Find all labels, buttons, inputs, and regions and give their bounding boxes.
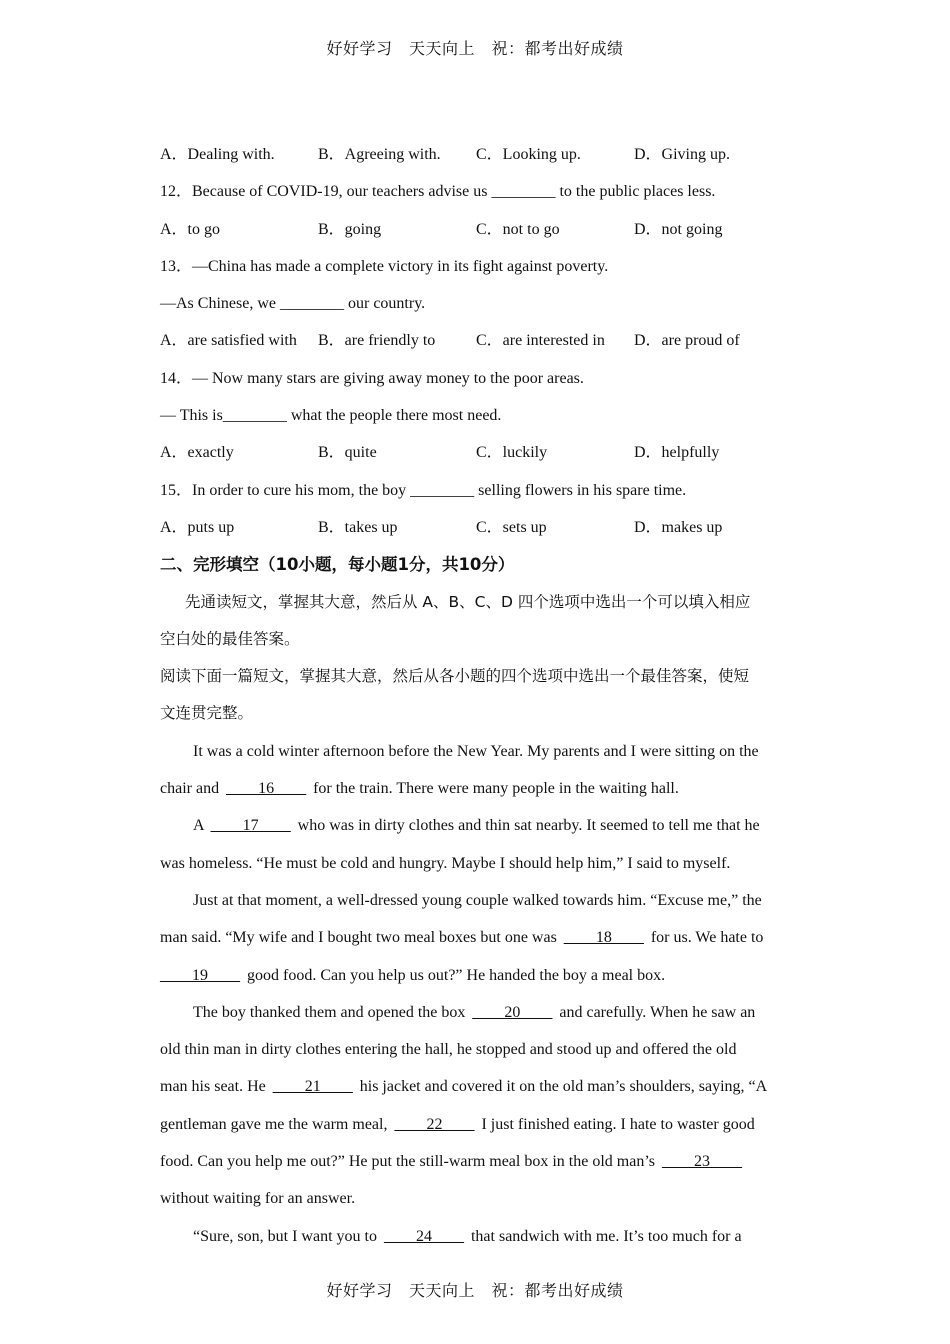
- q12-option-c: C．not to go: [476, 220, 560, 238]
- passage-p3-line2: [160, 919, 792, 956]
- passage-p1-line1: It was a cold winter afternoon before the New Year. My parents and I were sitting on the: [193, 742, 759, 760]
- passage-text: A: [193, 817, 208, 835]
- blank-16: ____16____: [226, 780, 307, 798]
- passage-p2-line2: was homeless. “He must be cold and hungry. Maybe I should help him,” I said to myself.: [160, 854, 731, 872]
- blank-24: ____24____: [383, 1227, 464, 1245]
- page-header: 好好学习 天天向上 祝：都考出好成绩: [326, 39, 624, 58]
- q15-options: [160, 509, 792, 546]
- passage-text: man said. “My wife and I bought two meal boxes but one was: [160, 929, 561, 947]
- passage-p4-line5: [160, 1143, 792, 1180]
- q14-option-a: A．exactly: [160, 444, 234, 462]
- q13-option-c: C．are interested in: [476, 332, 605, 350]
- passage-text: gentleman gave me the warm meal,: [160, 1115, 392, 1133]
- blank-23: ____23____: [662, 1153, 743, 1171]
- passage-text: man his seat. He: [160, 1078, 270, 1096]
- q13-option-b: B．are friendly to: [318, 332, 436, 350]
- passage-p4-line1: [160, 994, 792, 1031]
- q14-options: [160, 434, 792, 471]
- q13-option-a: A．are satisfied with: [160, 332, 297, 350]
- instructions-1b: 空白处的最佳答案。: [160, 629, 300, 648]
- q13-stem-2: —As Chinese, we ________ our country.: [160, 295, 426, 313]
- passage-p1-line2: [160, 770, 792, 807]
- q11-option-c: C．Looking up.: [476, 146, 581, 163]
- q12-option-d: D．not going: [634, 220, 723, 238]
- passage-text: for us. We hate to: [646, 929, 764, 947]
- blank-19: ____19____: [160, 966, 240, 984]
- passage-text: I just finished eating. I hate to waster good: [477, 1115, 755, 1133]
- blank-21: ____21____: [272, 1078, 353, 1096]
- passage-text: good food. Can you help us out?” He handed the boy a meal box.: [243, 966, 666, 984]
- passage-text: that sandwich with me. It’s too much for a: [466, 1227, 742, 1245]
- q12-stem: 12．Because of COVID-19, our teachers advise us ________ to the public places less.: [160, 183, 716, 201]
- passage-p4-line2: old thin man in dirty clothes entering the hall, he stopped and stood up and offered the old: [160, 1041, 737, 1059]
- q15-option-a: A．puts up: [160, 518, 235, 536]
- passage-p4-line4: [160, 1106, 792, 1143]
- blank-17: ____17____: [210, 817, 291, 835]
- q14-option-b: B．quite: [318, 444, 377, 462]
- q12-option-b: B．going: [318, 220, 382, 238]
- q12-option-a: A．to go: [160, 220, 221, 238]
- q15-option-b: B．takes up: [318, 518, 398, 536]
- document-body: [160, 136, 792, 1255]
- passage-text: for the train. There were many people in the waiting hall.: [309, 780, 679, 798]
- page-footer: 好好学习 天天向上 祝：都考出好成绩: [326, 1281, 624, 1300]
- passage-text: his jacket and covered it on the old man’s shoulders, saying, “A: [355, 1078, 768, 1096]
- q11-option-b: B．Agreeing with.: [318, 146, 441, 163]
- q14-stem-1: 14．— Now many stars are giving away money to the poor areas.: [160, 369, 584, 387]
- instructions-2b: 文连贯完整。: [160, 704, 254, 723]
- passage-text: and carefully. When he saw an: [555, 1003, 756, 1021]
- q11-options: [160, 136, 792, 173]
- passage-text: food. Can you help me out?” He put the still-warm meal box in the old man’s: [160, 1153, 660, 1171]
- q15-stem: 15．In order to cure his mom, the boy ________ selling flowers in his spare time.: [160, 481, 687, 499]
- passage-p4-line6: without waiting for an answer.: [160, 1190, 356, 1208]
- instructions-2a: 阅读下面一篇短文，掌握其大意，然后从各小题的四个选项中选出一个最佳答案，使短: [160, 667, 750, 686]
- q15-option-c: C．sets up: [476, 518, 547, 536]
- blank-18: ____18____: [563, 929, 644, 947]
- blank-22: ____22____: [394, 1115, 475, 1133]
- q14-stem-2: — This is________ what the people there most need.: [160, 407, 502, 425]
- passage-p5-line1: [160, 1218, 792, 1255]
- q15-option-d: D．makes up: [634, 518, 723, 536]
- instructions-1a: 先通读短文，掌握其大意，然后从 A、B、C、D 四个选项中选出一个可以填入相应: [185, 592, 751, 611]
- blank-20: ____20____: [472, 1003, 553, 1021]
- q13-option-d: D．are proud of: [634, 332, 740, 350]
- passage-p2-line1: [160, 807, 792, 844]
- q13-options: [160, 322, 792, 359]
- passage-text: “Sure, son, but I want you to: [193, 1227, 381, 1245]
- q11-option-d: D．Giving up.: [634, 146, 731, 163]
- q13-stem-1: 13．—China has made a complete victory in its fight against poverty.: [160, 257, 609, 275]
- passage-text: The boy thanked them and opened the box: [193, 1003, 470, 1021]
- section-title: 二、完形填空（10小题，每小题1分，共10分）: [160, 555, 515, 575]
- passage-text: chair and: [160, 780, 224, 798]
- passage-p3-line1: Just at that moment, a well-dressed young couple walked towards him. “Excuse me,” the: [193, 891, 762, 909]
- q14-option-c: C．luckily: [476, 444, 548, 462]
- q14-option-d: D．helpfully: [634, 444, 720, 462]
- q12-options: [160, 211, 792, 248]
- passage-p4-line3: [160, 1068, 792, 1105]
- passage-text: who was in dirty clothes and thin sat nearby. It seemed to tell me that he: [293, 817, 760, 835]
- passage-p3-line3: [160, 957, 792, 994]
- q11-option-a: A．Dealing with.: [160, 146, 275, 163]
